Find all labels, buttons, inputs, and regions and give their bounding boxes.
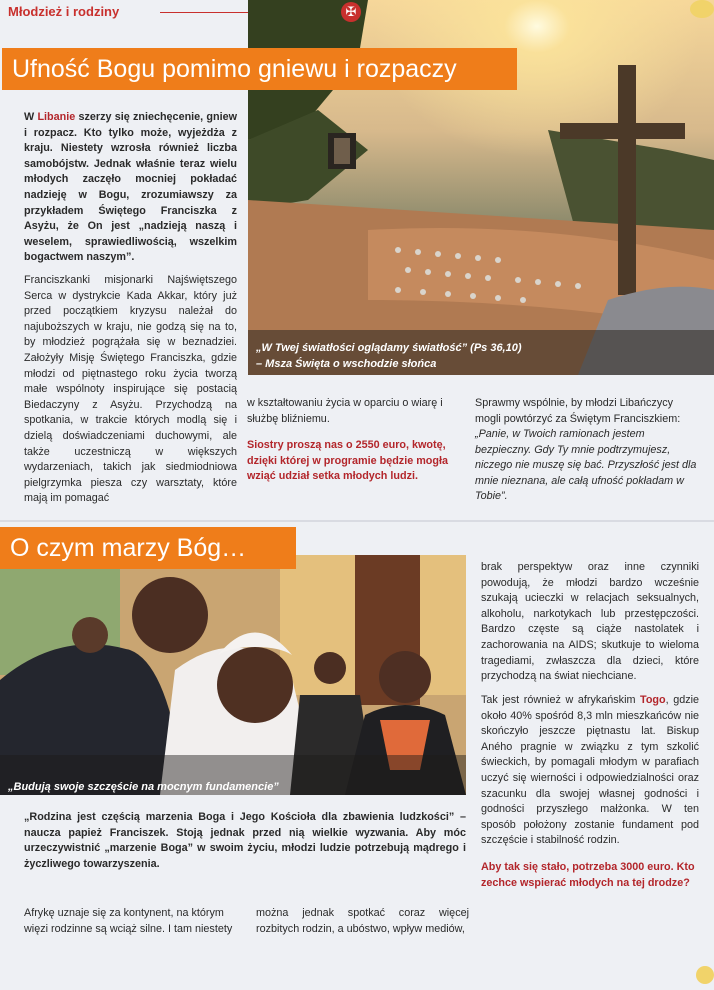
article2-togo-para: Tak jest również w afrykańskim Togo, gdzie około 40% spośród 8,3 mln mieszkańców nie skończyło jeszcze piętnastu lat. Biskup Aného pragnie w związku z tym szkolić świeckich, by pomagali młodym w parafiach uczyć się wierności i odpowiedzialności oraz szacunku dla swojej własnej godności i godności przyszłego małżonka. W ten sposób położony zostanie fundament pod szczęście i stabilność rodzin. — [481, 694, 700, 847]
section-label: Młodzież i rodziny — [8, 4, 120, 19]
article1-para3: Sprawmy wspólnie, by młodzi Libańczycy mogli powtórzyć za Świętym Franciszkiem: — [475, 397, 681, 425]
article1-quote: „Panie, w Twoich ramionach jestem bezpieczny. Gdy Ty mnie podtrzymujesz, niczego nie muszę się bać. Przyszłość jest dla mnie nieznana, ale całą ufność pokładam w Tobie”. — [475, 428, 697, 503]
place-togo: Togo — [640, 694, 666, 706]
corner-decoration-bottom — [696, 966, 714, 984]
photo1-caption-line1: „W Twej światłości oglądamy światłość” (Ps 36,10) — [256, 342, 522, 354]
section-divider — [0, 520, 714, 522]
article1-para2-cont: w kształtowaniu życia w oparciu o wiarę i służbę bliźniemu. — [247, 397, 443, 425]
photo2-caption: „Budują swoje szczęście na mocnym fundamencie” — [8, 781, 279, 793]
article2-col2: można jednak spotkać coraz więcej rozbitych rodzin, a ubóstwo, wpływ mediów, — [256, 907, 469, 935]
article2-appeal: Aby tak się stało, potrzeba 3000 euro. Kto zechce wspierać młodych na tej drodze? — [481, 861, 695, 889]
article2-lead: „Rodzina jest częścią marzenia Boga i Jego Kościoła dla zbawienia ludzkości” – naucza papież Franciszek. Stoją jednak przed nią wielkie wyzwania. Aby móc urzeczywistnić „marzenie Boga” w swoim życiu, młodzi ludzie potrzebują mądrego i życzliwego towarzyszenia. — [24, 811, 466, 870]
article2-title: O czym marzy Bóg… — [0, 527, 296, 569]
article2-col1: Afrykę uznaje się za kontynent, na którym więzi rodzinne są wciąż silne. I tam niestety — [24, 907, 233, 935]
aid-church-logo-icon: ✠ — [341, 2, 361, 22]
place-libanon: Libanie — [37, 111, 76, 123]
article1-title: Ufność Bogu pomimo gniewu i rozpaczy — [2, 48, 517, 90]
article2-col3: brak perspektyw oraz inne czynniki powodują, że młodzi bardzo wcześnie szukają ucieczki w relacjach seksualnych, alkoholu, narkotykach lub przestępczości. Bardzo częste są ciąże nastolatek i zachorowania na AIDS; skutkuje to wieloma tragediami, zwłaszcza dla dzieci, które przychodzą na świat niechciane. — [481, 561, 699, 683]
article1-para2: Franciszkanki misjonarki Najświętszego Serca w dystrykcie Kada Akkar, który już przed początkiem kryzysu należał do najuboższych w kraju, nie godzą się na to, by młodzież pogrążała się w beznadziei. Założyły Misję Świętego Franciszka, gdzie młodzi od piętnastego roku życia tworzą małe wspólnoty inspirujące się postacią Biedaczyny z Asyżu. Przychodzą na spotkania, w trakcie których modlą się i dzielą doświadczeniami duchowymi, ale także uczestniczą w większych wydarzeniach, takich jak siedmiodniowa pielgrzymka piesza czy warsztaty, które mają im pomagać — [24, 274, 237, 505]
photo1-caption-line2: – Msza Święta o wschodzie słońca — [256, 358, 437, 370]
corner-decoration — [690, 0, 714, 18]
families-photo — [0, 555, 466, 795]
article1-intro: W Libanie szerzy się zniechęcenie, gniew i rozpacz. Kto tylko może, wyjeżdża z kraju. Niestety wzrosła również liczba samobójstw. Jednak właśnie teraz wielu młodych zaczęło mocniej pokładać nadzieję w Bogu, zrozumiawszy za przykładem Świętego Franciszka z Asyżu, że On jest „nadzieją naszą i weselem, sprawiedliwością, wszelkim bogactwem naszym”. — [24, 111, 237, 264]
article1-appeal: Siostry proszą nas o 2550 euro, kwotę, dzięki której w programie będzie mogła wziąć udział setka młodych ludzi. — [247, 439, 448, 483]
